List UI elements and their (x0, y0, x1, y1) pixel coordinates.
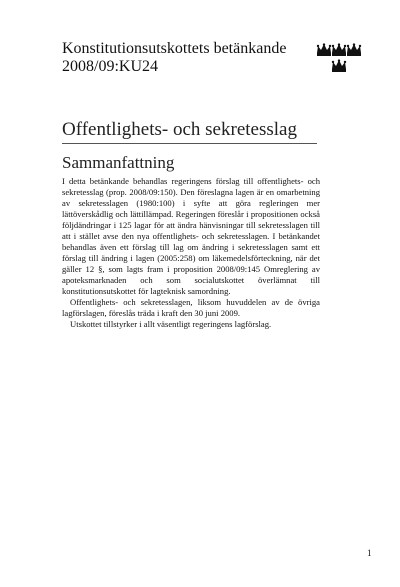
summary-body (62, 176, 320, 330)
report-series-title: Konstitutionsutskottets betänkande (62, 40, 287, 57)
page-number: 1 (367, 548, 372, 558)
summary-paragraph: I detta betänkande behandlas regeringens förslag till offentlighets- och sekretesslag (prop. 2008/09:150). Den föreslagna lagen är en omarbetning av sekretesslagen (1980:100) i syfte att göra regleringen mer lättöverskådlig och lättillämpad. Regeringen föreslår i propositionen också följdändringar i 125 lagar för att ändra hänvisningar till sekretesslagen till att i stället avse den nya offentlighets- och sekretesslagen. I betänkandet behandlas även ett förslag till lag om ändring i sekretesslagen samt ett förslag till ändring i lagen (2005:258) om läkemedelsförteckning, när det gäller 12 §, som lagts fram i proposition 2008/09:145 Omreglering av apoteksmarknaden och som socialutskottet överlämnat till konstitutionsutskottet för lagteknisk samordning. (62, 176, 320, 296)
three-crowns-icon (314, 42, 364, 76)
summary-paragraph: Utskottet tillstyrker i allt väsentligt regeringens lagförslag. (70, 319, 272, 329)
section-title: Sammanfattning (62, 153, 175, 172)
report-number: 2008/09:KU24 (62, 58, 158, 75)
title-divider (62, 143, 317, 144)
document-title: Offentlighets- och sekretesslag (62, 119, 297, 140)
summary-paragraph: Offentlighets- och sekretesslagen, liksom huvuddelen av de övriga lagförslagen, föreslås träda i kraft den 30 juni 2009. (62, 297, 320, 318)
report-header (62, 40, 286, 76)
